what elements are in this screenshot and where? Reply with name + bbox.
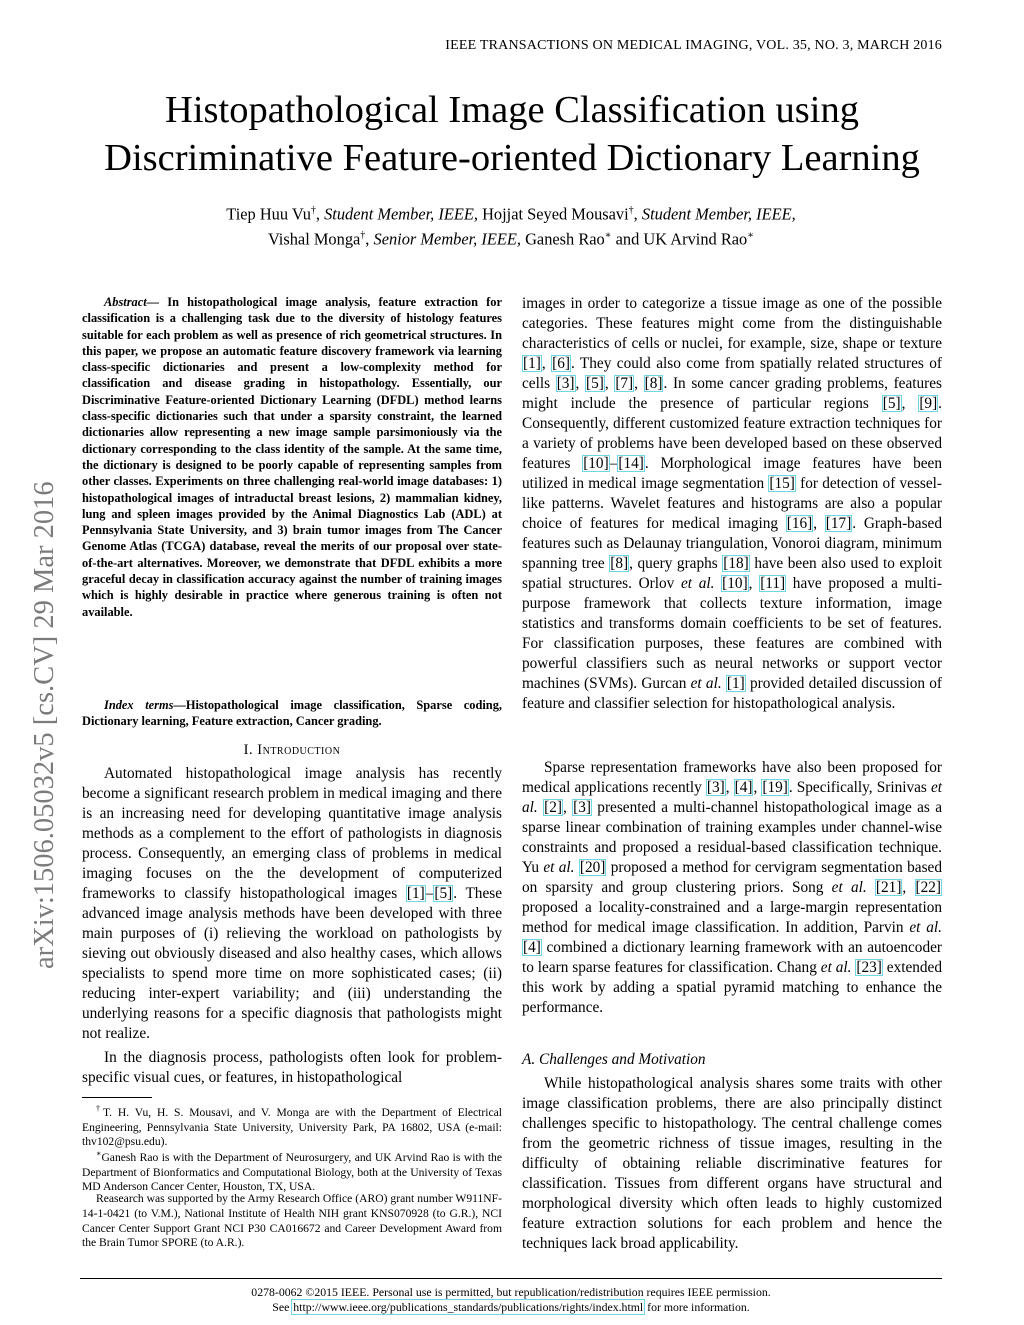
author-3: Vishal Monga xyxy=(267,229,361,249)
title-line-1: Histopathological Image Classification using xyxy=(165,89,859,131)
author-line-1: Tiep Huu Vu†, Student Member, IEEE, Hojjat Seyed Mousavi†, Student Member, IEEE, xyxy=(226,204,796,224)
citation-link[interactable]: [3] xyxy=(573,799,591,816)
citation-link[interactable]: [23] xyxy=(856,959,882,976)
citation-link[interactable]: [17] xyxy=(825,515,852,532)
paper-title xyxy=(40,86,984,182)
citation-link[interactable]: [8] xyxy=(644,375,663,392)
index-terms-label: Index terms xyxy=(104,698,174,712)
index-terms xyxy=(82,697,502,730)
subsection-heading-challenges: A. Challenges and Motivation xyxy=(522,1051,706,1068)
author-1: Tiep Huu Vu xyxy=(226,204,311,224)
citation-link[interactable]: [14] xyxy=(618,455,644,472)
citation-link[interactable]: [11] xyxy=(760,575,786,592)
author-5: and UK Arvind Rao xyxy=(615,229,748,249)
citation-link[interactable]: [19] xyxy=(762,779,788,796)
index-terms-text: —Histopathological image classification, Sparse coding, Dictionary learning, Feature extraction, Cancer grading. xyxy=(82,698,502,729)
citation-link[interactable]: [16] xyxy=(786,515,813,532)
section-heading-introduction: I. Introduction xyxy=(243,742,341,758)
citation-link[interactable]: [15] xyxy=(769,475,795,492)
citation-link[interactable]: [5] xyxy=(586,375,604,392)
citation-link[interactable]: [10] xyxy=(722,575,748,592)
citation-link[interactable]: [2] xyxy=(544,799,562,816)
citation-link[interactable]: [10] xyxy=(583,455,609,472)
author-2-role: Student Member, IEEE, xyxy=(641,204,796,224)
citation-link[interactable]: [1] xyxy=(406,885,425,902)
footnote-affiliation-2: ∗Ganesh Rao is with the Department of Neurosurgery, and UK Arvind Rao is with the Department of Bionformatics and Computational Biology, both at the University of Texas MD Anderson Cancer Center, Houston, TX, USA. xyxy=(82,1149,502,1194)
abstract-text: In histopathological image analysis, feature extraction for classification is a challenging task due to the diversity of histology features suitable for each problem as well as presence of rich geometrical structures. In this paper, we propose an automatic feature discovery framework via learning class-specific dictionaries and present a low-complexity method for classification and disease grading in histopathology. Essentially, our Discriminative Feature-oriented Dictionary Learning (DFDL) method learns class-specific dictionaries such that under a sparsity constraint, the learned dictionaries allow representing a new image sample parsimoniously via the dictionary corresponding to the class identity of the sample. At the same time, the dictionary is designed to be poorly capable of representing samples from other classes. Experiments on three challenging real-world image databases: 1) histopathological images of intraductal breast lesions, 2) mammalian kidney, lung and spleen images provided by the Animal Diagnostics Lab (ADL) at Pennsylvania State University, and 3) brain tumor images from The Cancer Genome Atlas (TCGA) database, reveal the merits of our proposal over state-of-the-art alternatives. Moreover, we demonstrate that DFDL exhibits a more graceful decay in classification accuracy against the number of training images which is highly desirable in practice where generous training is often not available. xyxy=(82,295,502,619)
rights-url-link[interactable]: http://www.ieee.org/publications_standards/publications/rights/index.html xyxy=(293,1300,644,1314)
citation-link[interactable]: [4] xyxy=(734,779,753,796)
author-4: Ganesh Rao xyxy=(525,229,605,249)
citation-link[interactable]: [8] xyxy=(610,555,629,572)
citation-link[interactable]: [21] xyxy=(875,879,902,896)
author-line-2: Vishal Monga†, Senior Member, IEEE, Ganesh Rao∗ and UK Arvind Rao∗ xyxy=(267,229,755,249)
footnote-funding: Reasearch was supported by the Army Research Office (ARO) grant number W911NF-14-1-0421 (to V.M.), National Institute of Health NIH grant KNS070928 (to G.R.), NCI Cancer Center Support Grant NCI P30 CA016672 and Career Development Award from the Brain Tumor SPORE (to A.R.). xyxy=(82,1192,502,1250)
citation-link[interactable]: [5] xyxy=(434,885,453,902)
intro-paragraph-2: In the diagnosis process, pathologists often look for problem-specific visual cues, or features, in histopathological xyxy=(82,1049,502,1086)
copyright-rule xyxy=(80,1278,942,1279)
intro-paragraph-1: Automated histopathological image analysis has recently become a significant research problem in medical imaging and there is an increasing need for developing quantitative image analysis methods as a complement to the effort of pathologists in diagnosis process. Consequently, an emerging class of problems in medical imaging focuses on the the development of computerized frameworks to classify histopathological images [1]–[5]. These advanced image analysis methods have been developed with three main purposes of (i) relieving the workload on pathologists by sieving out obviously diseased and also healthy cases, which allows specialists to spend more time on more sophisticated cases; (ii) reducing inter-expert variability; and (iii) understanding the underlying reasons for a specific diagnosis that pathologists might not realize. xyxy=(82,765,502,1042)
author-3-role: Senior Member, IEEE, xyxy=(373,229,521,249)
citation-link[interactable]: [4] xyxy=(523,939,541,956)
citation-link[interactable]: [9] xyxy=(919,395,938,412)
author-list xyxy=(80,200,942,251)
footnote-rule xyxy=(82,1097,152,1098)
citation-link[interactable]: [7] xyxy=(615,375,634,392)
abstract xyxy=(82,294,502,620)
copyright-notice xyxy=(80,1285,942,1315)
journal-header: IEEE TRANSACTIONS ON MEDICAL IMAGING, VOL. 35, NO. 3, MARCH 2016 xyxy=(445,38,942,53)
footnote-affiliation-1: †T. H. Vu, H. S. Mousavi, and V. Monga are with the Department of Electrical Engineering, Pennsylvania State University, University Park, PA 16802, USA (e-mail: thv102@psu.edu). xyxy=(82,1104,502,1149)
citation-link[interactable]: [1] xyxy=(523,355,541,372)
copyright-line-2: See http://www.ieee.org/publications_standards/publications/rights/index.html for more information. xyxy=(272,1300,750,1314)
citation-link[interactable]: [22] xyxy=(915,879,941,896)
copyright-line-1: 0278-0062 ©2015 IEEE. Personal use is permitted, but republication/redistribution requires IEEE permission. xyxy=(251,1285,771,1299)
citation-link[interactable]: [6] xyxy=(552,355,570,372)
title-line-2: Discriminative Feature-oriented Dictionary Learning xyxy=(104,137,920,179)
abstract-label: Abstract— xyxy=(104,295,160,309)
right-paragraph-2: Sparse representation frameworks have also been proposed for medical applications recently [3], [4], [19]. Specifically, Srinivas et al. [2], [3] presented a multi-channel histopathological image as a sparse linear combination of training examples under channel-wise constraints and proposed a residual-based classification technique. Yu et al. [20] proposed a method for cervigram segmentation based on sparsity and group clustering priors. Song et al. [21], [22] proposed a locality-constrained and a large-margin representation method for medical image classification. In addition, Parvin et al. [4] combined a dictionary learning framework with an autoencoder to learn sparse features for classification. Chang et al. [23] extended this work by adding a spatial pyramid matching to enhance the performance. xyxy=(522,759,942,1016)
citation-link[interactable]: [20] xyxy=(579,859,606,876)
right-paragraph-1: images in order to categorize a tissue image as one of the possible categories. These features might come from the distinguishable characteristics of cells or nuclei, for example, size, shape or texture [1], [6]. They could also come from spatially related structures of cells [3], [5], [7], [8]. In some cancer grading problems, features might include the presence of particular regions [5], [9]. Consequently, different customized feature extraction techniques for a variety of problems have been developed based on these observed features [10]–[14]. Morphological image features have been utilized in medical image segmentation [15] for detection of vessel-like patterns. Wavelet features and histograms are also a popular choice of features for medical imaging [16], [17]. Graph-based features such as Delaunay triangulation, Vonoroi diagram, minimum spanning tree [8], query graphs [18] have been also used to exploit spatial structures. Orlov et al. [10], [11] have proposed a multi-purpose framework that collects texture information, image statistics and transforms domain coefficients to be set of features. For classification purposes, these features are combined with powerful classifiers such as neural networks or support vector machines (SVMs). Gurcan et al. [1] provided detailed discussion of feature and classifier selection for histopathological analysis. xyxy=(522,295,943,712)
right-paragraph-3: While histopathological analysis shares some traits with other image classification problems, there are also principally distinct challenges specific to histopathology. The central challenge comes from the geometric richness of tissue images, resulting in the difficulty of obtaining reliable discriminative features for classification. Tissues from different organs have structural and morphological diversity which often leads to highly customized feature extraction solutions for each problem and hence the techniques lack broad applicability. xyxy=(522,1075,942,1252)
citation-link[interactable]: [1] xyxy=(726,675,745,692)
citation-link[interactable]: [3] xyxy=(706,779,725,796)
author-2: Hojjat Seyed Mousavi xyxy=(482,204,629,224)
citation-link[interactable]: [5] xyxy=(882,395,901,412)
arxiv-stamp: arXiv:1506.05032v5 [cs.CV] 29 Mar 2016 xyxy=(29,481,60,969)
citation-link[interactable]: [18] xyxy=(723,555,749,572)
author-1-role: Student Member, IEEE, xyxy=(324,204,478,224)
citation-link[interactable]: [3] xyxy=(556,375,575,392)
